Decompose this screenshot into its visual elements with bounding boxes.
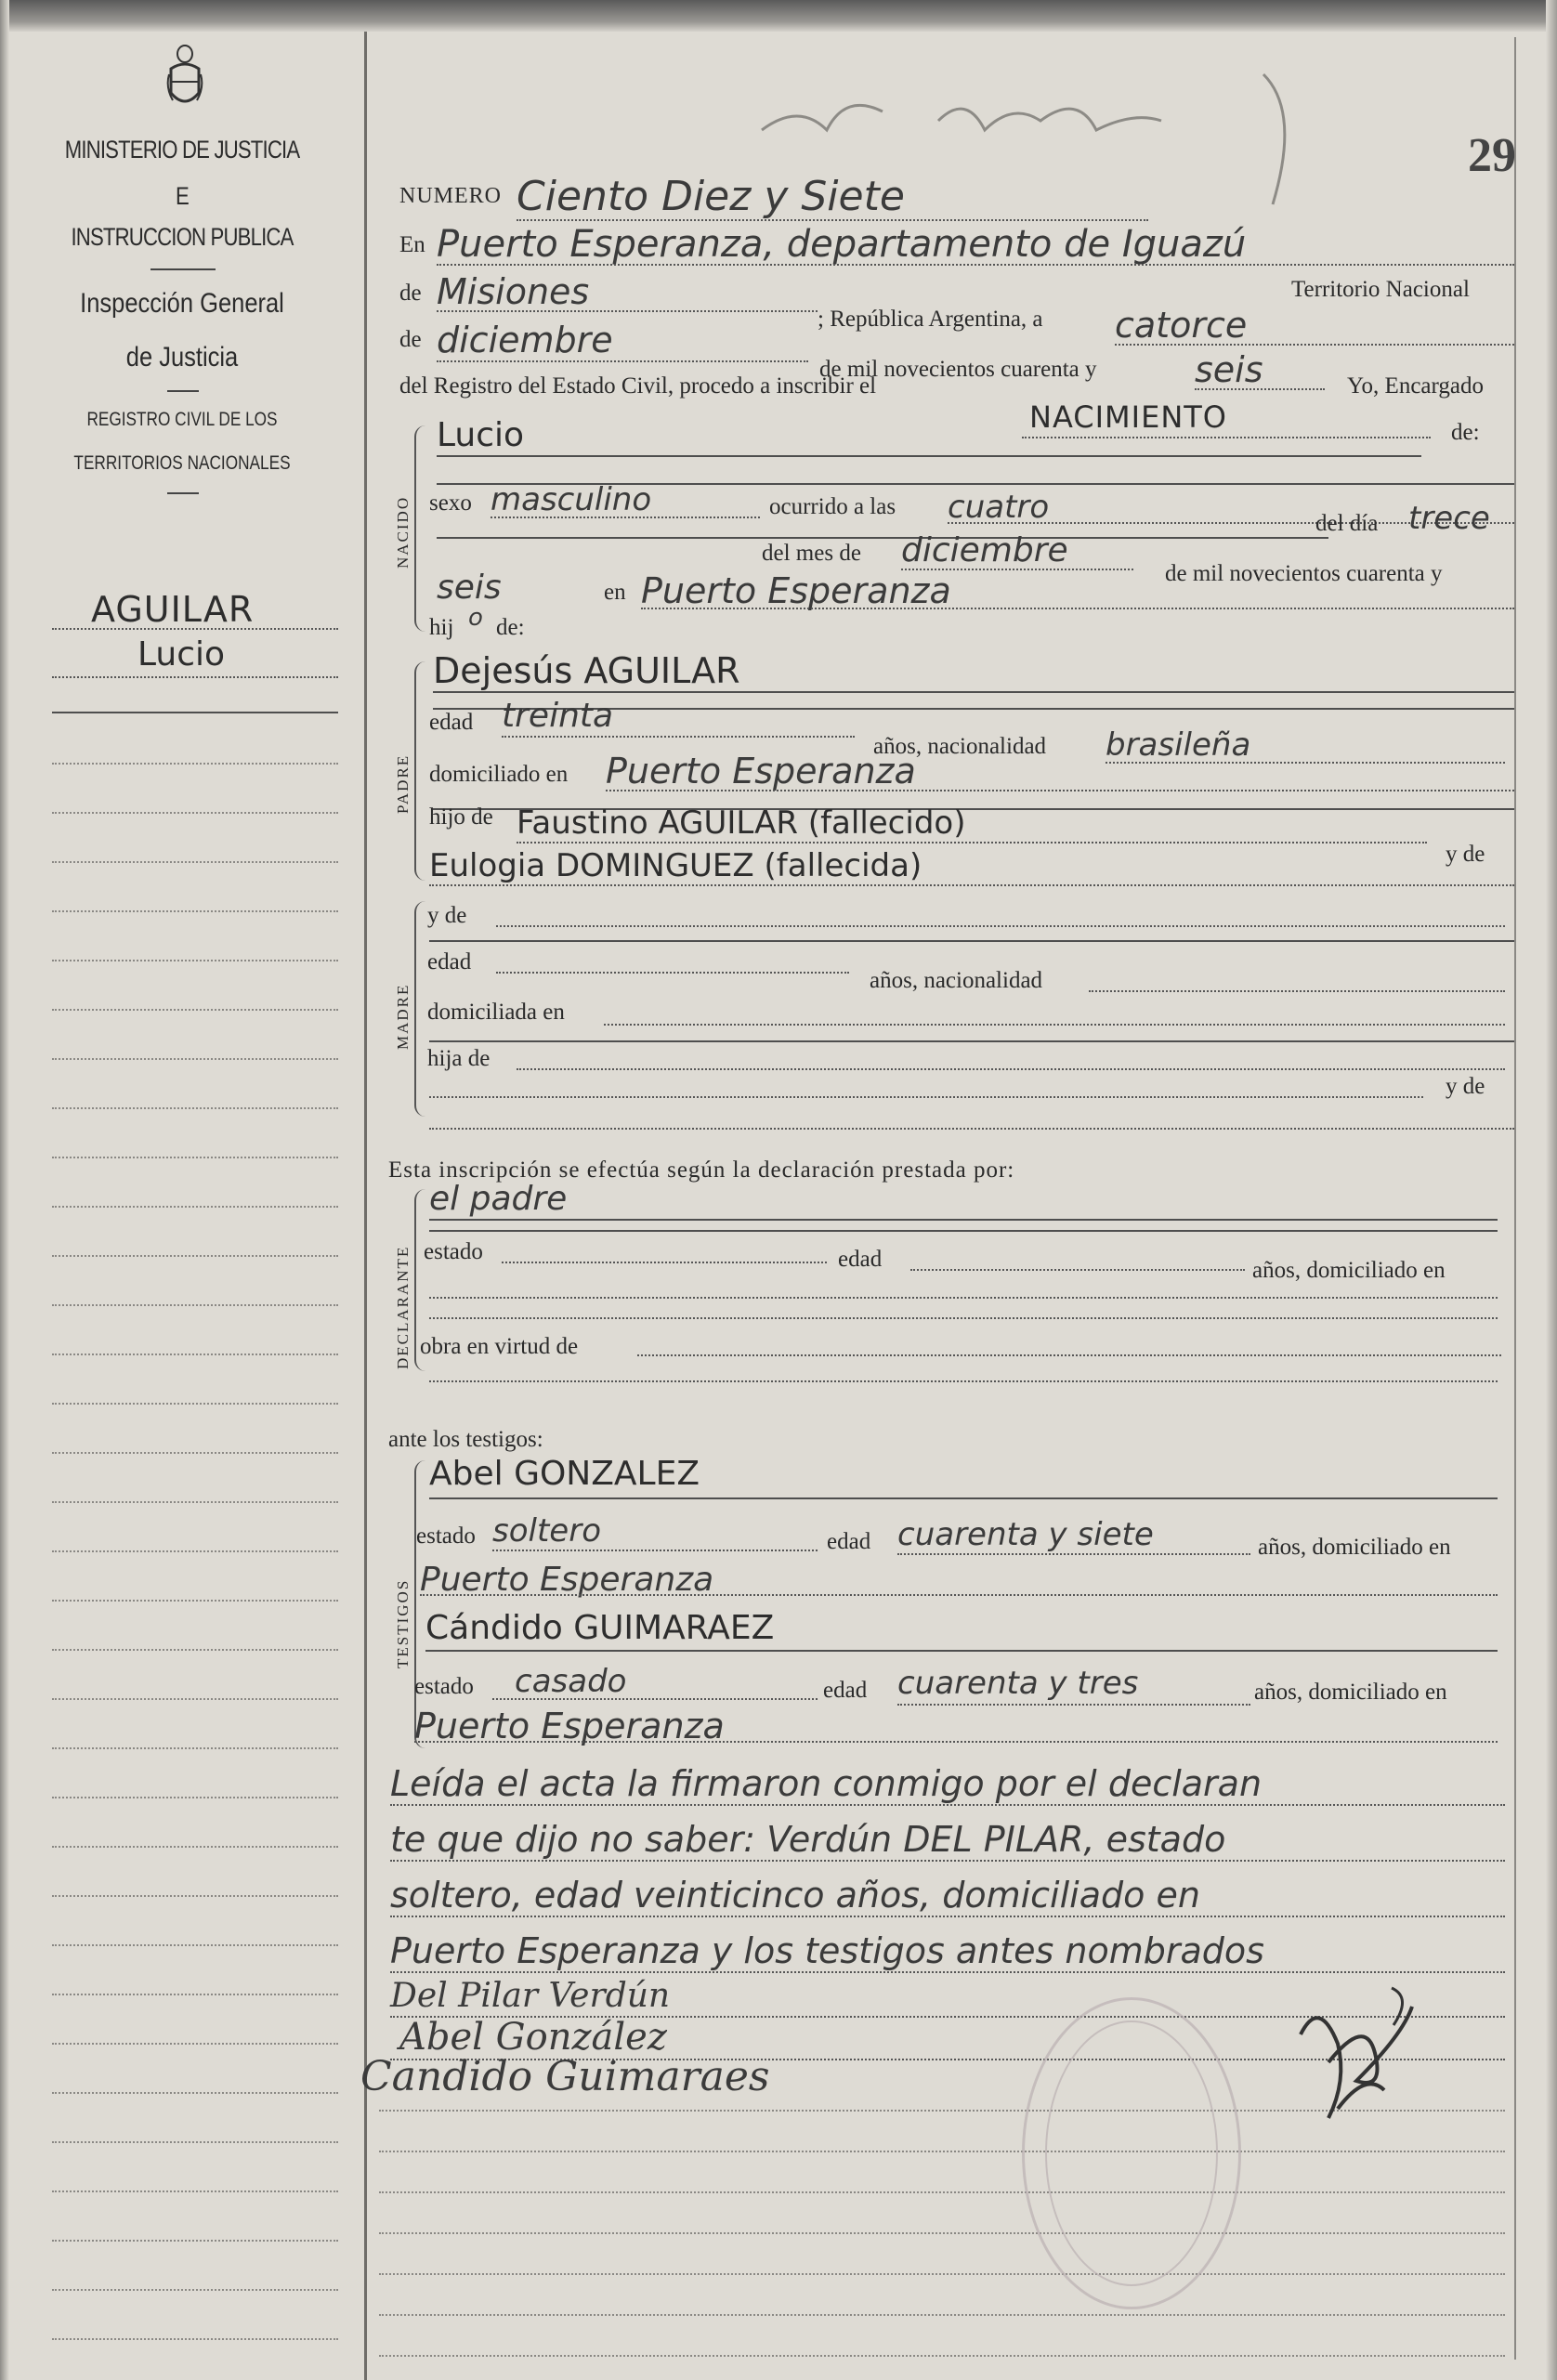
month-value: diciembre xyxy=(437,320,613,360)
madre-yde-label: y de xyxy=(427,903,467,928)
official-signature-icon xyxy=(1282,1979,1431,2137)
padre-edad-label: edad xyxy=(429,710,474,735)
numero-label: NUMERO xyxy=(399,184,503,208)
rule xyxy=(429,1040,1514,1042)
registry-line-1: REGISTRO CIVIL DE LOS xyxy=(86,409,278,430)
margin-rule xyxy=(52,1648,338,1651)
margin-rule xyxy=(52,860,338,863)
margin-rule xyxy=(52,2042,338,2045)
year-text: de mil novecientos cuarenta y xyxy=(819,357,1097,382)
ministry-line-1: MINISTERIO DE JUSTICIA xyxy=(64,136,300,163)
right-margin-line xyxy=(1514,37,1516,2360)
margin-rule xyxy=(52,762,338,765)
rule xyxy=(1115,344,1514,346)
rule xyxy=(437,264,1514,266)
padre-section-label: PADRE xyxy=(394,753,412,814)
sexo-label: sexo xyxy=(429,490,472,516)
madre-hija-label: hija de xyxy=(427,1046,491,1071)
inspection-line-1: Inspección General xyxy=(80,288,284,319)
rule xyxy=(429,1219,1498,1221)
margin-rule xyxy=(52,1943,338,1946)
testigo-1-dom: Puerto Esperanza xyxy=(420,1561,714,1599)
dia-label: del día xyxy=(1315,511,1379,536)
rule xyxy=(414,1741,1498,1743)
stamp-inner-ring xyxy=(1045,2020,1218,2286)
margin-rule xyxy=(52,2091,338,2094)
margin-rule xyxy=(52,1402,338,1405)
declarante-estado-label: estado xyxy=(424,1239,483,1264)
rule xyxy=(491,517,760,518)
testigo-1-anos-label: años, domiciliado en xyxy=(1258,1535,1451,1560)
nacido-name: Lucio xyxy=(437,416,525,454)
margin-rule xyxy=(52,1353,338,1355)
margin-rule xyxy=(52,1894,338,1897)
bottom-rule xyxy=(379,2272,1505,2275)
sexo-value: masculino xyxy=(491,481,652,518)
rule xyxy=(429,1317,1498,1319)
rule xyxy=(517,1068,1505,1070)
margin-rule xyxy=(52,909,338,912)
padre-dom-value: Puerto Esperanza xyxy=(606,751,916,791)
signature-testigo-1: Abel González xyxy=(399,2016,667,2059)
nacido-brace xyxy=(414,425,425,632)
closing-line-4: Puerto Esperanza y los testigos antes nombrados xyxy=(390,1930,1264,1971)
rule xyxy=(492,1550,818,1551)
registro-text: del Registro del Estado Civil, procedo a inscribir el xyxy=(399,373,877,399)
testigo-2-estado-label: estado xyxy=(414,1674,474,1699)
rule xyxy=(492,1698,818,1700)
hora-value: cuatro xyxy=(948,489,1050,526)
en-label: en xyxy=(604,580,626,605)
padre-edad-value: treinta xyxy=(502,697,614,735)
margin-rule xyxy=(52,1303,338,1306)
margin-rule xyxy=(52,1550,338,1552)
place-value: Puerto Esperanza, departamento de Iguazú xyxy=(437,223,1247,266)
year-value: seis xyxy=(1195,349,1263,390)
closing-line-3: soltero, edad veinticinco años, domiciliado en xyxy=(390,1875,1200,1916)
padre-dom-label: domiciliado en xyxy=(429,762,569,787)
madre-brace xyxy=(414,901,425,1117)
bottom-rule xyxy=(379,2150,1505,2152)
testigo-1-edad: cuarenta y siete xyxy=(897,1516,1154,1553)
bottom-rule xyxy=(379,2354,1505,2357)
rule xyxy=(1106,762,1505,764)
testigo-1-estado-label: estado xyxy=(416,1523,476,1549)
bottom-rule xyxy=(379,2231,1505,2234)
rule xyxy=(502,736,855,738)
separator xyxy=(167,492,199,494)
margin-rule xyxy=(52,2288,338,2291)
ministry-line-2: E xyxy=(176,182,189,210)
rule xyxy=(429,940,1514,942)
margin-rule xyxy=(52,1697,338,1700)
registry-line-2: TERRITORIOS NACIONALES xyxy=(73,452,291,474)
de-label: de xyxy=(399,281,422,306)
page-number: 29 xyxy=(1468,129,1516,182)
margin-rule xyxy=(52,1205,338,1208)
rule xyxy=(429,1297,1498,1299)
separator xyxy=(150,268,216,270)
margin-given-name: Lucio xyxy=(137,635,226,673)
testigo-2-dom: Puerto Esperanza xyxy=(414,1706,725,1746)
rule xyxy=(897,1553,1250,1555)
rule xyxy=(390,1860,1505,1862)
rule xyxy=(390,1916,1505,1917)
rule xyxy=(420,1594,1498,1596)
rule xyxy=(390,1971,1505,1973)
rule xyxy=(429,1497,1498,1499)
scan-right-shadow xyxy=(1546,0,1557,2380)
margin-rule xyxy=(52,1500,338,1503)
declarante-anos-label: años, domiciliado en xyxy=(1252,1258,1446,1283)
en-label: En xyxy=(399,232,425,257)
day-value: catorce xyxy=(1115,305,1248,346)
rule xyxy=(433,691,1514,693)
bottom-rule xyxy=(379,2313,1505,2316)
nacido-section-label: NACIDO xyxy=(394,495,412,569)
margin-rule xyxy=(52,1845,338,1848)
madre-dom-label: domiciliada en xyxy=(427,1000,565,1025)
rule xyxy=(517,842,1427,843)
padre-mother-value: Eulogia DOMINGUEZ (fallecida) xyxy=(429,847,922,884)
rule xyxy=(606,790,1514,791)
testigo-2-edad-label: edad xyxy=(823,1678,868,1703)
obra-label: obra en virtud de xyxy=(420,1334,579,1359)
hijo-value: o xyxy=(468,604,483,632)
declarante-section-label: DECLARANTE xyxy=(394,1245,412,1369)
declarante-edad-label: edad xyxy=(838,1247,883,1272)
province-value: Misiones xyxy=(437,271,590,312)
padre-nac-value: brasileña xyxy=(1106,726,1251,764)
margin-rule xyxy=(52,2140,338,2143)
madre-edad-label: edad xyxy=(427,949,472,974)
padre-brace xyxy=(414,661,425,881)
margin-rule xyxy=(52,959,338,961)
rule xyxy=(1195,388,1325,390)
rule xyxy=(502,1262,827,1263)
signature-declarante: Del Pilar Verdún xyxy=(390,1977,671,2015)
rule xyxy=(1022,437,1431,438)
testigo-1-edad-label: edad xyxy=(827,1529,871,1554)
rule xyxy=(437,360,808,362)
testigos-text: ante los testigos: xyxy=(388,1427,543,1452)
declaracion-text: Esta inscripción se efectúa según la declaración prestada por: xyxy=(388,1157,1015,1183)
scan-top-shadow xyxy=(0,0,1557,32)
margin-rule xyxy=(52,628,338,630)
margin-rule xyxy=(52,811,338,814)
rule xyxy=(897,1704,1250,1706)
numero-value: Ciento Diez y Siete xyxy=(517,173,905,220)
margin-rule xyxy=(52,712,338,713)
margin-rule xyxy=(52,1057,338,1060)
signature-testigo-2: Candido Guimaraes xyxy=(360,2053,770,2100)
margin-rule xyxy=(52,1746,338,1749)
padre-father-value: Faustino AGUILAR (fallecido) xyxy=(517,804,966,842)
margin-rule xyxy=(52,1451,338,1454)
margin-rule xyxy=(52,1156,338,1158)
rule xyxy=(429,1230,1498,1232)
padre-nac-label: años, nacionalidad xyxy=(873,734,1047,759)
padre-hijo-label: hijo de xyxy=(429,804,493,830)
madre-y-de: y de xyxy=(1446,1074,1485,1099)
rule xyxy=(429,1128,1514,1130)
margin-rule xyxy=(52,1993,338,1995)
scan-left-shadow xyxy=(0,0,9,2380)
rule xyxy=(429,884,1514,886)
separator xyxy=(167,390,199,392)
rule xyxy=(429,1380,1498,1382)
margin-divider xyxy=(364,32,367,2380)
rule xyxy=(437,537,1328,539)
coat-of-arms-icon xyxy=(165,41,204,111)
rule xyxy=(496,925,1505,927)
acto-value: NACIMIENTO xyxy=(1029,399,1227,435)
pencil-annotation-icon xyxy=(743,56,1338,223)
hijo-label: hij xyxy=(429,615,454,640)
republic-text: ; República Argentina, a xyxy=(818,307,1043,332)
rule xyxy=(429,1096,1423,1098)
official-stamp xyxy=(1022,1997,1241,2309)
padre-name: Dejesús AGUILAR xyxy=(433,650,740,691)
testigo-2-estado: casado xyxy=(515,1663,627,1700)
rule xyxy=(1089,990,1505,992)
margin-surname: AGUILAR xyxy=(91,589,255,630)
encargado-text: Yo, Encargado xyxy=(1347,373,1484,399)
nacido-year-value: seis xyxy=(437,569,502,607)
margin-rule xyxy=(52,1599,338,1602)
nacido-year-text: de mil novecientos cuarenta y xyxy=(1165,561,1443,586)
madre-section-label: MADRE xyxy=(394,983,412,1050)
margin-rule xyxy=(52,2239,338,2242)
rule xyxy=(604,1024,1505,1026)
testigo-2-name: Cándido GUIMARAEZ xyxy=(425,1609,775,1647)
rule xyxy=(641,608,1514,609)
dia-value: trece xyxy=(1408,500,1490,537)
rule xyxy=(910,1269,1245,1271)
madre-nac-label: años, nacionalidad xyxy=(870,968,1043,993)
testigos-section-label: TESTIGOS xyxy=(394,1578,412,1668)
margin-rule xyxy=(52,676,338,678)
rule xyxy=(390,1804,1505,1806)
mes-label: del mes de xyxy=(762,541,861,566)
declarante-name: el padre xyxy=(429,1180,568,1218)
territorio-label: Territorio Nacional xyxy=(1291,277,1470,302)
rule xyxy=(437,455,1421,457)
lugar-value: Puerto Esperanza xyxy=(641,570,951,611)
margin-rule xyxy=(52,1008,338,1011)
testigo-2-anos-label: años, domiciliado en xyxy=(1254,1680,1447,1705)
margin-rule xyxy=(52,1796,338,1798)
inspection-line-2: de Justicia xyxy=(125,342,239,373)
ministry-line-3: INSTRUCCION PUBLICA xyxy=(71,223,294,251)
padre-y-de: y de xyxy=(1446,842,1485,867)
ocurrido-label: ocurrido a las xyxy=(769,494,896,519)
mes-value: diciembre xyxy=(901,531,1068,569)
closing-line-1: Leída el acta la firmaron conmigo por el declaran xyxy=(390,1763,1263,1804)
closing-line-2: te que dijo no saber: Verdún DEL PILAR, estado xyxy=(390,1819,1226,1860)
de-label-2: de xyxy=(399,327,422,352)
margin-rule xyxy=(52,1254,338,1257)
rule xyxy=(637,1354,1501,1356)
testigo-1-estado: soltero xyxy=(492,1512,601,1550)
hijo-de-label: de: xyxy=(496,615,525,640)
testigo-2-edad: cuarenta y tres xyxy=(897,1665,1139,1702)
rule xyxy=(496,972,849,974)
margin-rule xyxy=(52,1106,338,1109)
nacido-de-label: de: xyxy=(1451,420,1480,445)
margin-rule xyxy=(52,2337,338,2340)
rule xyxy=(425,1650,1498,1652)
margin-rule xyxy=(52,2190,338,2192)
testigo-1-name: Abel GONZALEZ xyxy=(429,1455,700,1493)
bottom-rule xyxy=(379,2190,1505,2193)
rule xyxy=(437,310,818,312)
